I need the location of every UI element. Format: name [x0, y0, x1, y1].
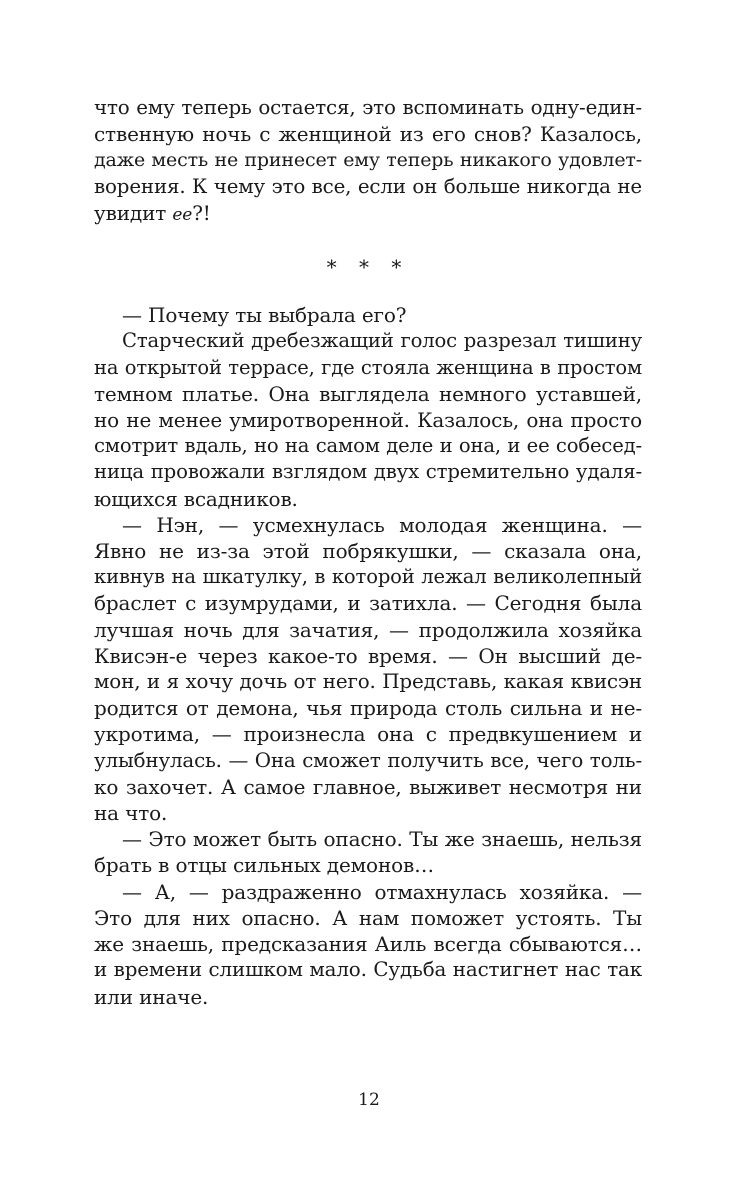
text-line: Это для них опасно. А нам поможет устоять. Ты — [94, 905, 642, 930]
text-line: ко захочет. А самое главное, выживет несмотря ни — [94, 774, 642, 799]
text-line — [94, 200, 642, 228]
text-line: мон, и я хочу дочь от него. Представь, какая квисэн — [94, 670, 642, 694]
paragraph-dialogue — [94, 826, 642, 878]
text-run: ?! — [192, 200, 211, 225]
text-line: ворения. К чему это все, если он больше никогда не — [94, 174, 642, 198]
text-line: Квисэн-е через какое-то время. — Он высший де- — [94, 643, 642, 668]
text-line: темном платье. Она выглядела немного уставшей, — [94, 381, 642, 406]
text-run: увидит — [94, 200, 173, 225]
text-line: даже месть не принесет ему теперь никакого удовлет- — [94, 149, 642, 172]
text-line: браслет с изумрудами, и затихла. — Сегодня была — [94, 591, 642, 616]
paragraph-narration — [94, 328, 642, 511]
text-line: ственную ночь с женщиной из его снов? Казалось, — [94, 122, 642, 147]
text-line: Явно не из-за этой побрякушки, — сказала она, — [94, 539, 642, 564]
text-line: ющихся всадников. — [94, 486, 298, 511]
text-line: на открытой террасе, где стояла женщина в простом — [94, 355, 642, 379]
paragraph-dialogue — [94, 879, 642, 1010]
text-line: — Нэн, — усмехнулась молодая женщина. — — [122, 512, 642, 537]
text-line: на что. — [94, 801, 168, 826]
text-line: кивнув на шкатулку, в которой лежал великолепный — [94, 565, 642, 589]
text-line: — А, — раздраженно отмахнулась хозяйка. — — [122, 879, 642, 904]
text-line: укротима, — произнесла она с предвкушением и — [94, 722, 642, 747]
text-line: же знаешь, предсказания Аиль всегда сбываются… — [94, 932, 642, 957]
text-line: или иначе. — [94, 984, 209, 1009]
section-separator: * * * — [326, 255, 410, 280]
text-line: Старческий дребезжащий голос разрезал тишину — [122, 329, 642, 353]
text-line: что ему теперь остается, это вспоминать одну-един- — [94, 96, 642, 119]
text-line: родится от демона, чья природа столь сильна и не- — [94, 696, 642, 721]
text-line: ница провожали взглядом двух стремительно удаля- — [94, 460, 642, 484]
text-line: но не менее умиротворенной. Казалось, она просто — [94, 408, 642, 433]
text-line: — Почему ты выбрала его? — [122, 303, 407, 328]
text-line: брать в отцы сильных демонов… — [94, 853, 434, 878]
text-line: — Это может быть опасно. Ты же знаешь, нельзя — [122, 827, 642, 852]
paragraph-dialogue — [94, 512, 642, 826]
paragraph-dialogue — [94, 302, 642, 328]
text-line: лучшая ночь для зачатия, — продолжила хозяйка — [94, 617, 642, 642]
text-line: улыбнулась. — Она сможет получить все, чего толь- — [94, 748, 642, 772]
italic-word: ее — [172, 204, 193, 225]
book-page — [94, 95, 642, 1010]
text-line: и времени слишком мало. Судьба настигнет нас так — [94, 958, 642, 982]
text-line: смотрит вдаль, но на самом деле и она, и ее собесед- — [94, 434, 642, 458]
page-number: 12 — [358, 1090, 380, 1110]
paragraph-continuation — [94, 95, 642, 228]
